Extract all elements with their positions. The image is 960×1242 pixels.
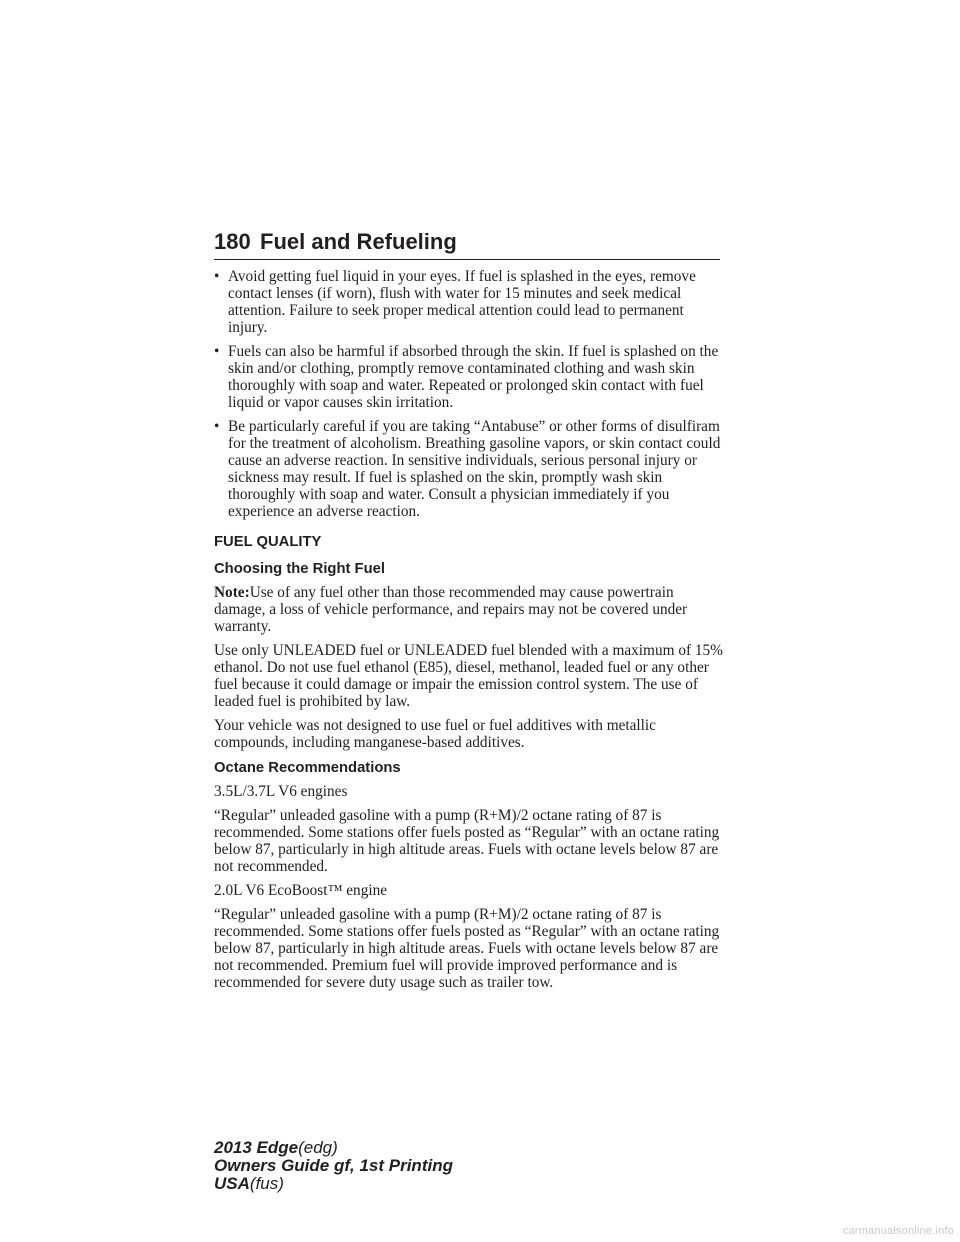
page-header bbox=[214, 228, 720, 260]
bullet-icon: • bbox=[214, 268, 220, 285]
engine-label-ecoboost: 2.0L V6 EcoBoost™ engine bbox=[214, 882, 388, 899]
footer-line-region: USA(fus) bbox=[214, 1174, 284, 1193]
bullet-icon: • bbox=[214, 343, 220, 360]
bullet-text: Avoid getting fuel liquid in your eyes. If fuel is splashed in the eyes, remove contact lenses (if worn), flush with water for 15 minutes and seek medical attention. Failure to seek proper medical attention could lead to permanent injury. bbox=[228, 268, 696, 336]
note-paragraph bbox=[214, 584, 724, 635]
footer-line-model: 2013 Edge(edg) bbox=[214, 1138, 338, 1157]
list-item bbox=[214, 418, 724, 520]
page-content bbox=[214, 268, 724, 998]
paragraph-additives: Your vehicle was not designed to use fuel or fuel additives with metallic compounds, including manganese-based additives. bbox=[214, 717, 656, 751]
chapter-title: Fuel and Refueling bbox=[260, 229, 457, 254]
engine-label-v6: 3.5L/3.7L V6 engines bbox=[214, 783, 348, 800]
footer-line-printing: Owners Guide gf, 1st Printing bbox=[214, 1156, 453, 1175]
paragraph-unleaded: Use only UNLEADED fuel or UNLEADED fuel blended with a maximum of 15% ethanol. Do not use fuel ethanol (E85), diesel, methanol, leaded fuel or any other fuel because it could damage or impair the emission control system. The use of leaded fuel is prohibited by law. bbox=[214, 642, 723, 710]
bullet-icon: • bbox=[214, 418, 220, 435]
section-heading-fuel-quality: FUEL QUALITY bbox=[214, 534, 322, 550]
safety-bullet-list bbox=[214, 268, 724, 520]
header-divider bbox=[214, 259, 720, 260]
list-item bbox=[214, 268, 724, 336]
watermark: carmanualsonline.info bbox=[842, 1225, 954, 1237]
paragraph-v6-octane: “Regular” unleaded gasoline with a pump (R+M)/2 octane rating of 87 is recommended. Some stations offer fuels posted as “Regular” with an octane rating below 87, particularly in high altitude areas. Fuels with octane levels below 87 are not recommended. bbox=[214, 807, 720, 875]
bullet-text: Fuels can also be harmful if absorbed through the skin. If fuel is splashed on the skin and/or clothing, promptly remove contaminated clothing and wash skin thoroughly with soap and water. Repeated or prolonged skin contact with fuel liquid or vapor causes skin irritation. bbox=[228, 343, 719, 411]
page-number: 180 bbox=[214, 229, 251, 254]
note-text: Use of any fuel other than those recommended may cause powertrain damage, a loss of vehicle performance, and repairs may not be covered under warranty. bbox=[214, 584, 688, 635]
print-footer bbox=[214, 1139, 453, 1193]
paragraph-ecoboost-octane: “Regular” unleaded gasoline with a pump (R+M)/2 octane rating of 87 is recommended. Some stations offer fuels posted as “Regular” with an octane rating below 87, particularly in high altitude areas. Fuels with octane levels below 87 are not recommended. Premium fuel will provide improved performance and is recommended for severe duty usage such as trailer tow. bbox=[214, 906, 720, 991]
list-item bbox=[214, 343, 724, 411]
subheading-choosing-fuel: Choosing the Right Fuel bbox=[214, 561, 385, 577]
bullet-text: Be particularly careful if you are taking “Antabuse” or other forms of disulfiram for the treatment of alcoholism. Breathing gasoline vapors, or skin contact could cause an adverse reaction. In sensitive individuals, serious personal injury or sickness may result. If fuel is splashed on the skin, promptly wash skin thoroughly with soap and water. Consult a physician immediately if you experience an adverse reaction. bbox=[228, 418, 721, 520]
note-label: Note: bbox=[214, 584, 250, 601]
subheading-octane: Octane Recommendations bbox=[214, 760, 401, 776]
